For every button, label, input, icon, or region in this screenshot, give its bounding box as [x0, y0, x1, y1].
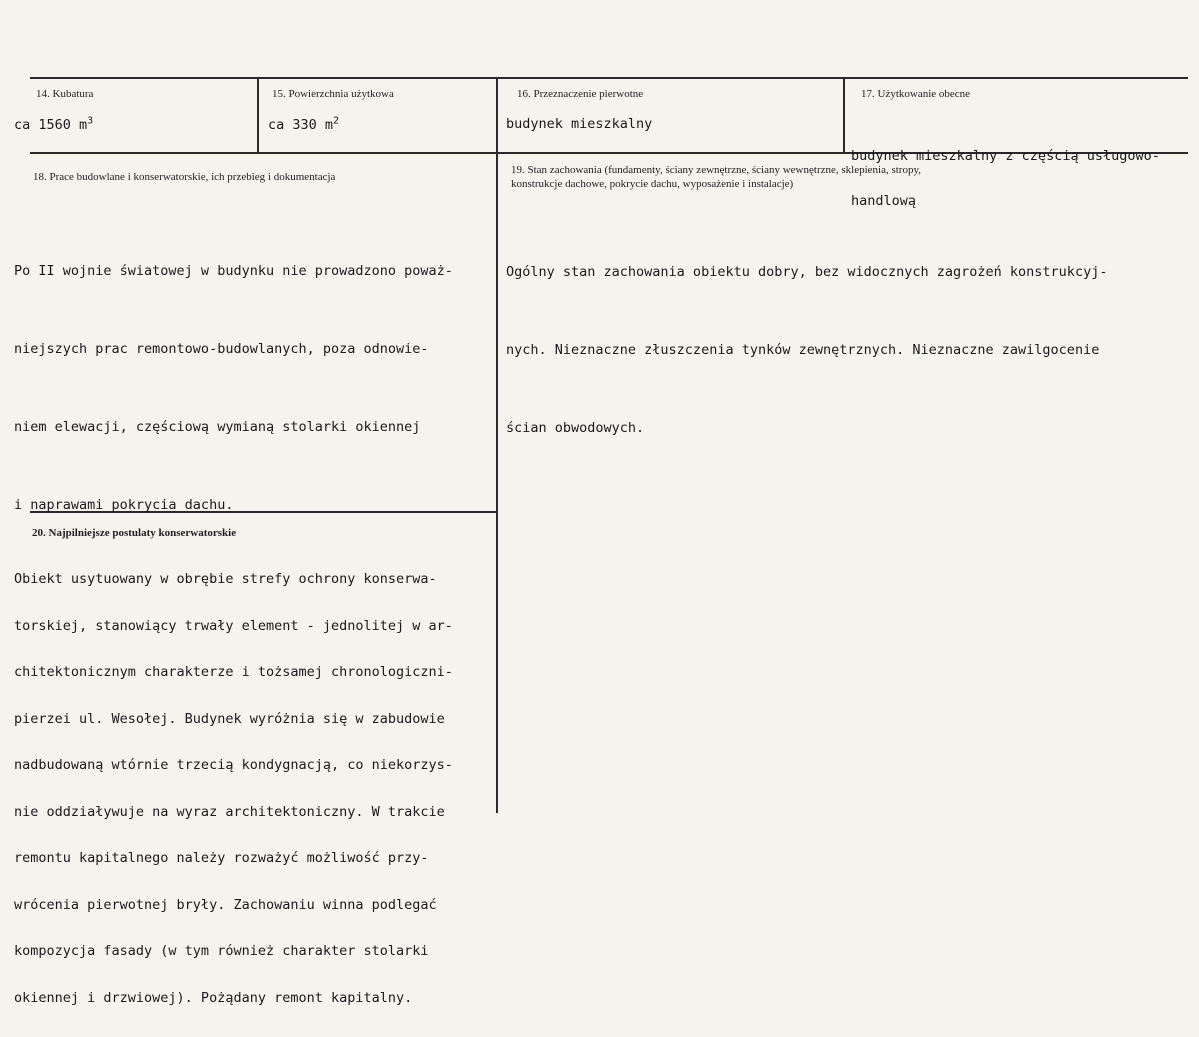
field-14-value: [14, 112, 93, 138]
field-17-value-line: budynek mieszkalny z częścią usługowo-: [851, 148, 1160, 164]
field-19-text: [506, 207, 1107, 493]
col-divider-1: [257, 78, 259, 153]
field-20-line: nie oddziaływuje na wyraz architektoniczny. W trakcie: [14, 803, 445, 820]
field-19-label-line: konstrukcje dachowe, pokrycie dachu, wyposażenie i instalacje): [511, 178, 794, 190]
field-20-line: kompozycja fasady (w tym również charakter stolarki: [14, 943, 429, 959]
field-20-label: 20. Najpilniejsze postulaty konserwatorskie: [32, 527, 237, 539]
field-18-label: 18. Prace budowlane i konserwatorskie, ich przebieg i dokumentacja: [33, 171, 336, 183]
field-20-line: remontu kapitalnego należy rozważyć możliwość przy-: [14, 850, 429, 866]
field-20-line: pierzei ul. Wesołej. Budynek wyróżnia się w zabudowie: [14, 710, 445, 727]
field-19-line: nych. Nieznaczne złuszczenia tynków zewnętrznych. Nieznaczne zawilgocenie: [506, 342, 1100, 358]
field-20-line: torskiej, stanowiący trwały element - jednolitej w ar-: [14, 617, 453, 634]
field-18-line: niejszych prac remontowo-budowlanych, poza odnowie-: [14, 341, 429, 357]
field-20-line: okiennej i drzwiowej). Pożądany remont kapitalny.: [14, 989, 413, 1006]
field-14-value-text: ca 1560 m: [14, 117, 88, 133]
col-divider-2: [496, 78, 498, 813]
field-20-text: [14, 541, 453, 1037]
field-15-value-text: ca 330 m: [268, 117, 334, 133]
field-19-line: Ogólny stan zachowania obiektu dobry, bez widocznych zagrożeń konstrukcyj-: [506, 264, 1108, 280]
field-19-line: ścian obwodowych.: [506, 420, 645, 436]
field-19-label: [511, 163, 921, 191]
col-divider-3: [843, 78, 845, 153]
field-20-line: Obiekt usytuowany w obrębie strefy ochrony konserwa-: [14, 571, 437, 587]
field-16-label: 16. Przeznaczenie pierwotne: [517, 88, 644, 100]
field-17-value-line: handlową: [851, 193, 917, 209]
top-rule: [30, 77, 1188, 79]
field-15-unit-exponent: 2: [333, 115, 340, 127]
field-15-label: 15. Powierzchnia użytkowa: [272, 88, 394, 100]
field-17-label: 17. Użytkowanie obecne: [861, 88, 971, 100]
field-20-line: wrócenia pierwotnej bryły. Zachowaniu winna podlegać: [14, 896, 437, 913]
field-18-line: Po II wojnie światowej w budynku nie prowadzono poważ-: [14, 263, 453, 279]
field-14-label: 14. Kubatura: [36, 88, 94, 100]
field-16-value: budynek mieszkalny: [506, 116, 653, 132]
field-15-value: [268, 112, 339, 138]
field-14-unit-exponent: 3: [87, 115, 94, 127]
field-19-label-line: 19. Stan zachowania (fundamenty, ściany zewnętrzne, ściany wewnętrzne, sklepienia, stropy,: [511, 164, 922, 176]
field-18-line: niem elewacji, częściową wymianą stolarki okiennej: [14, 419, 421, 435]
field-20-line: chitektonicznym charakterze i tożsamej chronologiczni-: [14, 664, 453, 680]
field-18-line: i naprawami pokrycia dachu.: [14, 497, 234, 513]
field-20-line: nadbudowaną wtórnie trzecią kondygnacją, co niekorzys-: [14, 757, 453, 773]
field-18-text: [14, 206, 453, 570]
